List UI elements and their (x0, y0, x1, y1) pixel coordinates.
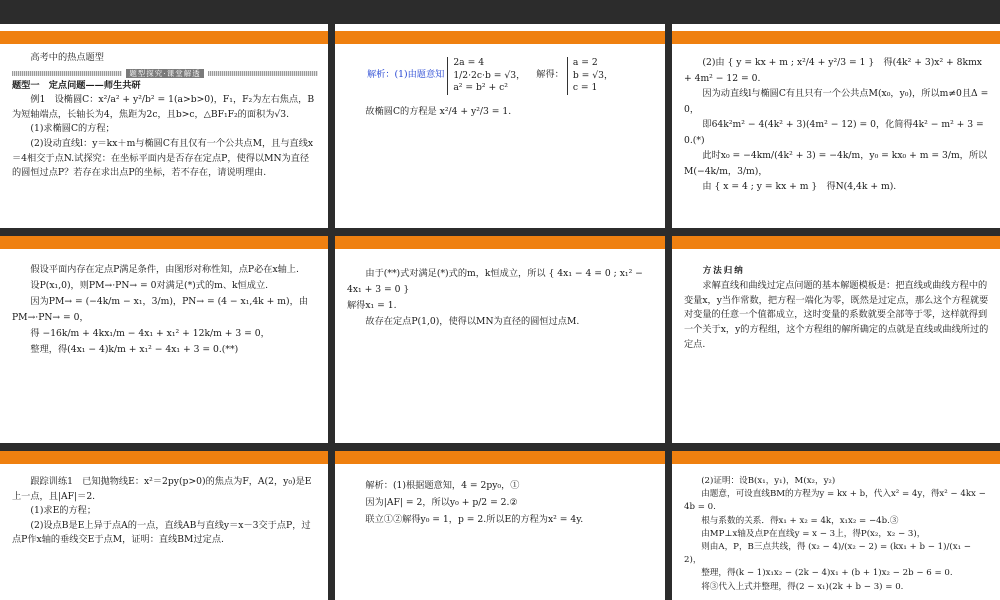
row-separator-1 (0, 228, 1000, 236)
solve-label: 解得： (536, 69, 564, 81)
solution-line: 故存在定点P(1,0)，使得以MN为直径的圆恒过点M. (365, 316, 580, 327)
column-separator-2 (665, 24, 672, 600)
row-separator-2 (0, 443, 1000, 451)
slide-4[interactable] (0, 236, 328, 443)
conclusion-line: 故椭圆C的方程是 x²/4 + y²/3 = 1. (365, 105, 512, 117)
solution-line: (2)证明：设B(x₁，y₁)，M(x₂，y₂) (701, 476, 836, 486)
solution-line: 联立①②解得y₀ = 1，p = 2.所以E的方程为x² = 4y. (365, 514, 584, 525)
slide-orange-bar (0, 236, 328, 249)
column-separator-1 (328, 24, 335, 600)
solution-line: 将③代入上式并整理，得(2 − x₁)(2k + b − 3) = 0. (701, 581, 904, 592)
solution-line: 由 { x = 4 ; y = kx + m } 得N(4,4k + m). (702, 181, 897, 192)
solution-line: 因为PM→ = (−4k/m − x₁，3/m)，PN→ = (4 − x₁,4k + m)，由PM→·PN→ = 0， (12, 296, 308, 323)
solution-line: 由MP⊥x轴及点P在直线y = x − 3上，得P(x₂，x₂ − 3)， (701, 528, 926, 539)
system-equation: c = 1 (572, 82, 598, 93)
slide-orange-bar (0, 31, 328, 44)
slide-7[interactable] (0, 451, 328, 600)
solution-line: 得 −16k/m + 4kx₁/m − 4x₁ + x₁² + 12k/m + 3 = 0， (30, 328, 270, 339)
slide-orange-bar (335, 451, 665, 464)
method-body: 求解直线和曲线过定点问题的基本解题模板是：把直线或曲线方程中的变量x，y当作常数，把方程一端化为零，既然是过定点，那么这个方程就要对变量的任意一个值都成立，这时变量的系数就要全部等于零，这样就得到一个关于x，y的方程组，这个方程组的解所确定的点就是直线或曲线所过的定点. (684, 279, 989, 350)
solution-line: 解析：(1)根据题意知，4 = 2py₀，① (365, 480, 520, 491)
topic-title: 题型一 定点问题——师生共研 (12, 79, 141, 91)
solution-line: 根与系数的关系．得x₁ + x₂ = 4k，x₁x₂ = −4b.③ (701, 515, 899, 526)
slide-orange-bar (335, 31, 665, 44)
title-stripe-right (208, 71, 318, 76)
solution-line: 因为动直线l与椭圆C有且只有一个公共点M(x₀，y₀)，所以m≠0且Δ = 0， (684, 88, 989, 115)
slide-5[interactable] (335, 236, 665, 443)
slide-orange-bar (672, 236, 1000, 249)
slide-6[interactable] (672, 236, 1000, 443)
problem-line: (2)设点B是E上异于点A的一点，直线AB与直线y＝x－3交于点P，过点P作x轴的垂线交E于点M，证明：直线BM过定点. (12, 519, 311, 546)
solution-line: (2)由 { y = kx + m ; x²/4 + y²/3 = 1 } 得(4k² + 3)x² + 8kmx + 4m² − 12 = 0. (684, 57, 982, 84)
top-frame-bar (0, 0, 1000, 24)
solution-line: 整理，得(4x₁ − 4)k/m + x₁² − 4x₁ + 3 = 0.(**) (30, 344, 239, 355)
solution-line: 解得x₁ = 1. (347, 300, 397, 311)
solution-line: 整理，得(k − 1)x₁x₂ − (2k − 4)x₁ + (b + 1)x₂ − 2b − 6 = 0. (701, 568, 953, 579)
section-title-row (12, 69, 318, 78)
solution-line: 此时x₀ = −4km/(4k² + 3) = −4k/m，y₀ = kx₀ + m = 3/m，所以M(−4k/m，3/m)， (684, 150, 988, 177)
problem-line: (1)求椭圆C的方程； (30, 123, 115, 135)
equation-system-2 (567, 57, 613, 95)
problem-line: 跟踪训练1 已知抛物线E：x²＝2py(p>0)的焦点为F，A(2，y₀)是E上一点，且|AF|＝2. (12, 476, 312, 502)
title-stripe-left (12, 71, 122, 76)
solution-line: 即64k²m² − 4(4k² + 3)(4m² − 12) = 0，化简得4k² − m² + 3 = 0.(*) (684, 119, 984, 146)
system-equation: b = √3， (572, 69, 614, 81)
section-tag: 题型探究·课堂解透 (126, 69, 203, 78)
solution-system-row (367, 57, 655, 95)
solution-line: 因为|AF| = 2，所以y₀ + p/2 = 2.② (365, 497, 518, 508)
solution-line: 则由A，P，B三点共线，得 (x₂ − 4)/(x₂ − 2) = (kx₁ + b − 1)/(x₁ − 2)， (684, 542, 971, 566)
slide-1[interactable] (0, 31, 328, 228)
solution-line: 设P(x₁,0)，则PM→·PN→ = 0对满足(*)式的m、k恒成立. (30, 280, 269, 291)
problem-line: (2)设动直线l：y＝kx＋m与椭圆C有且仅有一个公共点M，且与直线x＝4相交于点N.试探究：在坐标平面内是否存在定点P，使得以MN为直径的圆恒过点P？若存在求出点P的坐标，若不存在，请说明理由. (12, 137, 314, 179)
system-equation: a = 2 (572, 57, 598, 68)
slide-orange-bar (672, 451, 1000, 464)
problem-line: 例1 设椭圆C：x²/a² + y²/b² = 1(a>b>0)，F₁，F₂为左右焦点，B为短轴端点，长轴长为4，焦距为2c，且b>c，△BF₁F₂的面积为√3. (12, 94, 315, 120)
slide-2[interactable] (335, 31, 665, 228)
slide-header: 高考中的热点题型 (30, 52, 104, 63)
solution-line: 假设平面内存在定点P满足条件，由图形对称性知，点P必在x轴上. (30, 264, 299, 275)
equation-system-1 (447, 57, 525, 95)
solution-line: 由于(**)式对满足(*)式的m，k恒成立，所以 { 4x₁ − 4 = 0 ; x₁² − 4x₁ + 3 = 0 } (347, 268, 643, 295)
slide-3[interactable] (672, 31, 1000, 228)
solution-line: 由题意，可设直线BM的方程为y = kx + b，代入x² = 4y，得x² − 4kx − 4b = 0. (684, 489, 986, 513)
slide-orange-bar (335, 236, 665, 249)
system-equation: a² = b² + c² (453, 82, 508, 93)
slide-orange-bar (672, 31, 1000, 44)
problem-line: (1)求E的方程； (30, 505, 97, 517)
slide-9[interactable] (672, 451, 1000, 600)
slide-orange-bar (0, 451, 328, 464)
answer-lead: 解析：(1)由题意知 (367, 69, 445, 81)
method-title: 方法归纳 (702, 266, 745, 276)
slide-8[interactable] (335, 451, 665, 600)
system-equation: 1/2·2c·b = √3， (453, 69, 526, 81)
system-equation: 2a = 4 (453, 57, 485, 68)
